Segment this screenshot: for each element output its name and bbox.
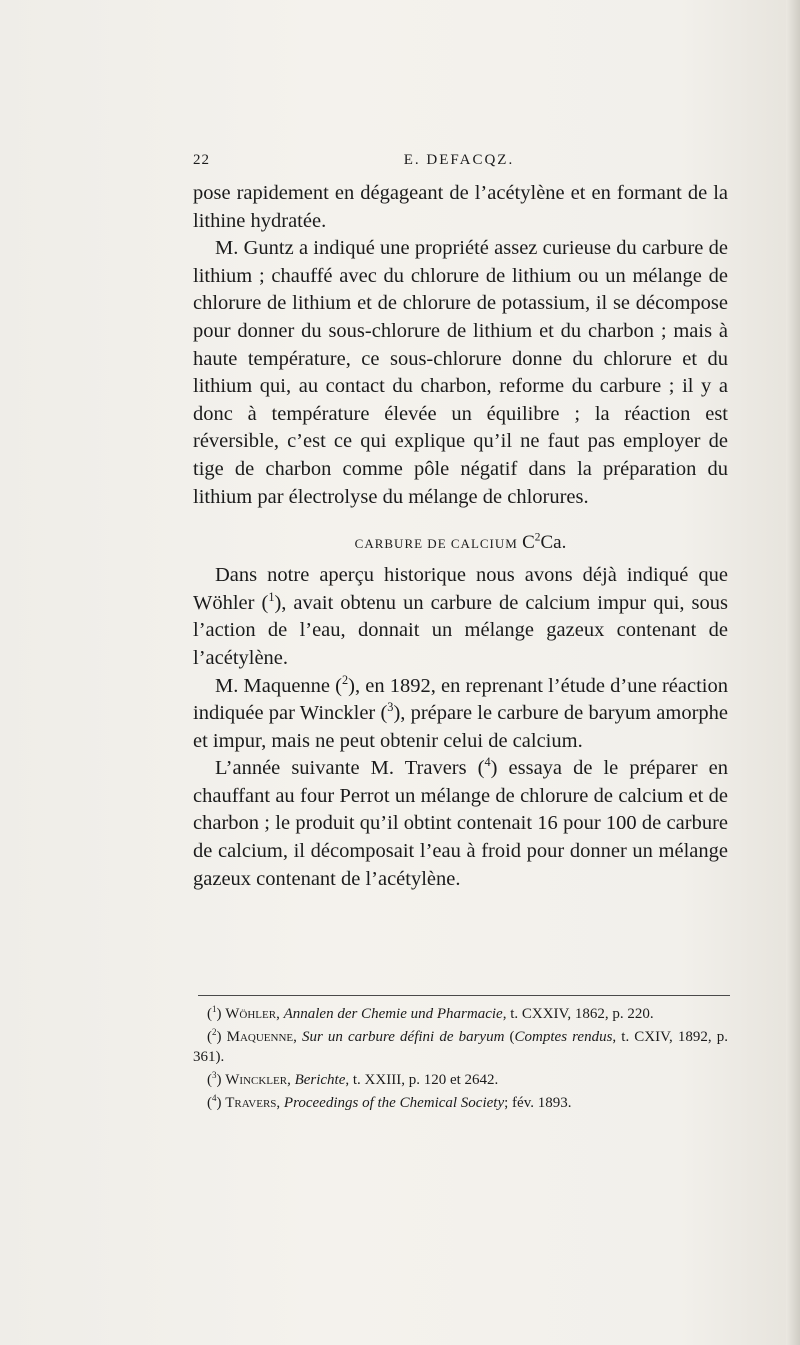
footnote-ref: 3 — [387, 700, 394, 715]
paragraph-guntz: M. Guntz a indiqué une propriété assez curieuse du carbure de lithium ; chauffé avec du chlorure de lithium ou un mélange de chlorure de lithium et de chlorure de potassium, il se décompose pour donner du sous-chlorure de lithium et du charbon ; mais à haute température, ce sous-chlorure donne du chlorure et du lithium qui, au contact du charbon, reforme du carbure ; il y a donc à température élevée un équilibre ; la réaction est réversible, c’est ce qui explique qu’il ne faut pas employer de tige de charbon comme pôle négatif dans la préparation du lithium par électrolyse du mélange de chlorures. — [193, 237, 728, 508]
footnote: ($^4$) Travers, Proceedings of the Chemical Society; fév. 1893. — [207, 1093, 572, 1111]
paragraph-continuation: pose rapidement en dégageant de l’acétylène et en formant de la lithine hydratée. — [193, 182, 728, 232]
running-head: E. DEFACQZ. — [403, 152, 515, 168]
section-title: CARBURE DE CALCIUM — [354, 536, 518, 552]
paragraph-maquenne: M. Maquenne ($^2$), en 1892, en reprenant l’étude d’une réaction indiquée par Winckler ($^3$), prépare le carbure de baryum amorphe et impur, mais ne peut obtenir celui de calcium. — [193, 672, 728, 752]
section-formula: $C^2Ca$. — [522, 531, 567, 554]
footnote: ($^3$) Winckler, Berichte, t. XXIII, p. 120 et 2642. — [207, 1070, 499, 1088]
running-header — [193, 152, 725, 172]
footnote-ref: 1 — [268, 589, 275, 604]
paragraph-travers: L’année suivante M. Travers ($^4$) essaya de le préparer en chauffant au four Perrot un mélange de chlorure de calcium et de charbon ; le produit qu’il obtint contenait 16 pour 100 de carbure de calcium, il décomposait l’eau à froid pour donner un mélange gazeux contenant de l’acétylène. — [193, 755, 728, 890]
footnote: ($^1$) Wöhler, Annalen der Chemie und Pharmacie, t. CXXIV, 1862, p. 220. — [207, 1004, 654, 1022]
footnotes — [193, 1004, 728, 1116]
footnote-rule — [198, 995, 730, 996]
paragraph-wohler: Dans notre aperçu historique nous avons déjà indiqué que Wöhler ($^1$), avait obtenu un carbure de calcium impur qui, sous l’action de l’eau, donnait un mélange gazeux contenant de l’acétylène. — [193, 564, 729, 669]
section-heading — [193, 533, 728, 554]
footnote-ref: 4 — [484, 755, 491, 770]
page-number: 22 — [193, 152, 210, 168]
footnote-ref: 2 — [342, 672, 349, 687]
page-edge — [786, 0, 800, 1345]
main-text — [193, 180, 728, 893]
footnote: ($^2$) Maquenne, Sur un carbure défini de baryum (Comptes rendus, t. CXIV, 1892, p. 361). — [193, 1027, 728, 1065]
